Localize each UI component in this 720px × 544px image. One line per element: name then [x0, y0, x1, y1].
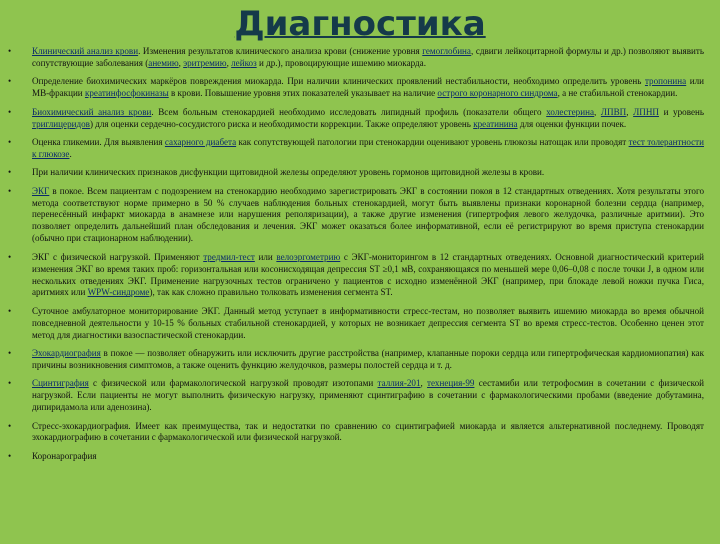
term-link[interactable]: Эхокардиография	[32, 348, 101, 359]
term-link[interactable]: Биохимический анализ крови	[32, 106, 152, 117]
list-item	[8, 450, 704, 463]
bullet-icon: •	[8, 106, 12, 117]
list-item	[8, 305, 704, 342]
item-text: или МВ-фракции	[32, 76, 704, 99]
list-item	[8, 106, 704, 131]
term-link[interactable]: креатинина	[473, 118, 518, 129]
term-link[interactable]: тест толерантности к глюкозе	[32, 136, 704, 159]
item-text: ЭКГ с физической нагрузкой. Применяют	[32, 251, 204, 262]
item-text: или	[254, 251, 277, 262]
slide-title: Диагностика	[234, 4, 486, 44]
item-text: .	[69, 148, 72, 159]
term-link[interactable]: креатинфосфокиназы	[84, 88, 169, 99]
term-link[interactable]: ЛПНП	[633, 106, 659, 117]
term-link[interactable]: холестерина	[546, 106, 594, 117]
item-text: . Всем больным стенокардией необходимо исследовать липидный профиль (показатели общего	[151, 106, 547, 117]
bullet-icon: •	[8, 76, 12, 87]
list-item	[8, 46, 704, 70]
item-text: . Изменения результатов клинического анализа крови (снижение уровня	[138, 46, 423, 56]
term-link[interactable]: триглицеридов	[32, 118, 90, 129]
term-link[interactable]: технеция-99	[427, 378, 475, 389]
item-text: ,	[226, 57, 232, 68]
item-text: Суточное амбулаторное мониторирование ЭКГ. Данный метод уступает в информативности стресс-тестам, но позволяет выявить ишемию миокарда во время обычной повседневной деятельности у 10-15 % больных стабильной стенокардией, у которых не возникает депрессия сегмента ST во время стресс-тестов. Особенно ценен этот метод для диагностики вазоспастической стенокардии.	[32, 305, 704, 340]
term-link[interactable]: сахарного диабета	[164, 136, 237, 147]
list-item	[8, 185, 704, 246]
item-text: и др.), провоцирующие ишемию миокарда.	[256, 57, 426, 68]
bullet-icon: •	[8, 450, 12, 461]
bullet-icon: •	[8, 167, 12, 178]
item-text: сестамиби или тетрофосмин в сочетании с физической нагрузкой. Если пациенты не могут выполнить физическую нагрузку, применяют сцинтиграфию в сочетании с фармакологическими пробами (введение добутамина, дипиридамола или аденозина).	[32, 378, 705, 413]
bullet-icon: •	[8, 46, 12, 56]
list-item	[8, 76, 704, 100]
diagnostics-list	[0, 46, 720, 463]
term-link[interactable]: ЭКГ	[32, 185, 50, 196]
term-link[interactable]: эритремию	[183, 57, 227, 68]
item-text: ,	[626, 106, 634, 117]
list-item	[8, 136, 704, 161]
bullet-icon: •	[8, 348, 12, 359]
term-link[interactable]: ЛПВП	[600, 106, 627, 117]
term-link[interactable]: острого коронарного синдрома	[437, 88, 558, 99]
term-link[interactable]: лейкоз	[231, 57, 257, 68]
item-text: ,	[594, 106, 601, 117]
item-text: с ЭКГ-мониторингом в 12 стандартных отведениях. Основной диагностический критерий изменения ЭКГ во время таких проб: горизонтальная или косонисходящая депрессия ST ≥0,1 мВ, сохраняющаяся по меньшей мере 0,06–0,08 с после точки J, в одном или нескольких отведениях ЭКГ. Применение нагрузочных тестов ограничено у пациентов с исходно изменённой ЭКГ (например, при блокаде левой ножки пучка Гиса, аритмиях или	[32, 251, 705, 298]
list-item	[8, 420, 704, 445]
item-text: Стресс-эхокардиография. Имеет как преимущества, так и недостатки по сравнению со сцинтиграфией миокарда и является альтернативной последнему. Проводят эхокардиографию в сочетании с фармакологической или физической нагрузкой.	[32, 420, 704, 443]
item-text: в покое — позволяет обнаружить или исключить другие расстройства (например, клапанные пороки сердца или гипертрофическая кардиомиопатия) как причины возникновения симптомов, а также оценить функцию желудочков, размеры полостей сердца и т. д.	[32, 348, 704, 370]
bullet-icon: •	[8, 420, 12, 431]
term-link[interactable]: анемию	[148, 57, 179, 68]
item-text: ) для оценки сердечно-сосудистого риска и необходимости коррекции. Также определяют уровень	[89, 118, 474, 129]
item-text: ,	[420, 378, 428, 389]
list-item	[8, 348, 704, 372]
item-text: Коронарография	[32, 450, 97, 461]
term-link[interactable]: таллия-201	[377, 378, 421, 389]
term-link[interactable]: Клинический анализ крови	[32, 46, 139, 56]
term-link[interactable]: велоэргометрию	[276, 251, 341, 262]
bullet-icon: •	[8, 378, 12, 389]
list-item	[8, 251, 705, 300]
bullet-icon: •	[8, 185, 12, 196]
bullet-icon: •	[8, 251, 12, 262]
item-text: в крови. Повышение уровня этих показателей указывает на наличие	[168, 88, 438, 99]
term-link[interactable]: Сцинтиграфия	[32, 378, 89, 389]
item-text: как сопутствующей патологии при стенокардии оценивают уровень глюкозы натощак или проводят	[236, 136, 629, 147]
bullet-icon: •	[8, 305, 12, 316]
term-link[interactable]: гемоглобина	[422, 46, 471, 56]
item-text: в покое. Всем пациентам с подозрением на стенокардию необходимо зарегистрировать ЭКГ в состоянии покоя в 12 стандартных отведениях. Хотя результаты этого метода соответствуют норме примерно в 50 % случаев наблюдения больных стенокардией, могут быть выявлены признаки коронарной болезни сердца (например, перенесённый инфаркт миокарда в анамнезе или нарушения реполяризации), а также другие изменения (гипертрофия левого желудочка, различные аритмии). Это позволяет определить дальнейший план обследования и лечения. ЭКГ может оказаться более информативной, если её регистрируют во время приступа стенокардии (обычно при стационарном наблюдении).	[32, 185, 704, 244]
item-text: ,	[178, 57, 184, 68]
list-item	[8, 167, 704, 179]
term-link[interactable]: WPW-синдроме	[87, 287, 150, 298]
item-text: , а не стабильной стенокардии.	[557, 88, 678, 99]
term-link[interactable]: тредмил-тест	[203, 251, 255, 262]
item-text: для оценки функции почек.	[517, 118, 627, 129]
item-text: и уровень	[659, 106, 704, 117]
item-text: Оценка гликемии. Для выявления	[32, 136, 165, 147]
list-item	[8, 378, 705, 414]
item-text: ), так как сложно правильно толковать изменения сегмента ST.	[149, 287, 393, 298]
item-text: с физической или фармакологической нагрузкой проводят изотопами	[88, 378, 378, 389]
item-text: Определение биохимических маркёров повреждения миокарда. При наличии клинических проявлений нестабильности, необходимо определить уровень	[32, 76, 645, 87]
item-text: При наличии клинических признаков дисфункции щитовидной железы определяют уровень гормонов щитовидной железы в крови.	[32, 167, 545, 178]
bullet-icon: •	[8, 136, 12, 147]
item-text: , сдвиги лейкоцитарной формулы и др.) позволяют выявить сопутствующие заболевания (	[32, 46, 704, 68]
term-link[interactable]: тропонина	[644, 76, 687, 87]
